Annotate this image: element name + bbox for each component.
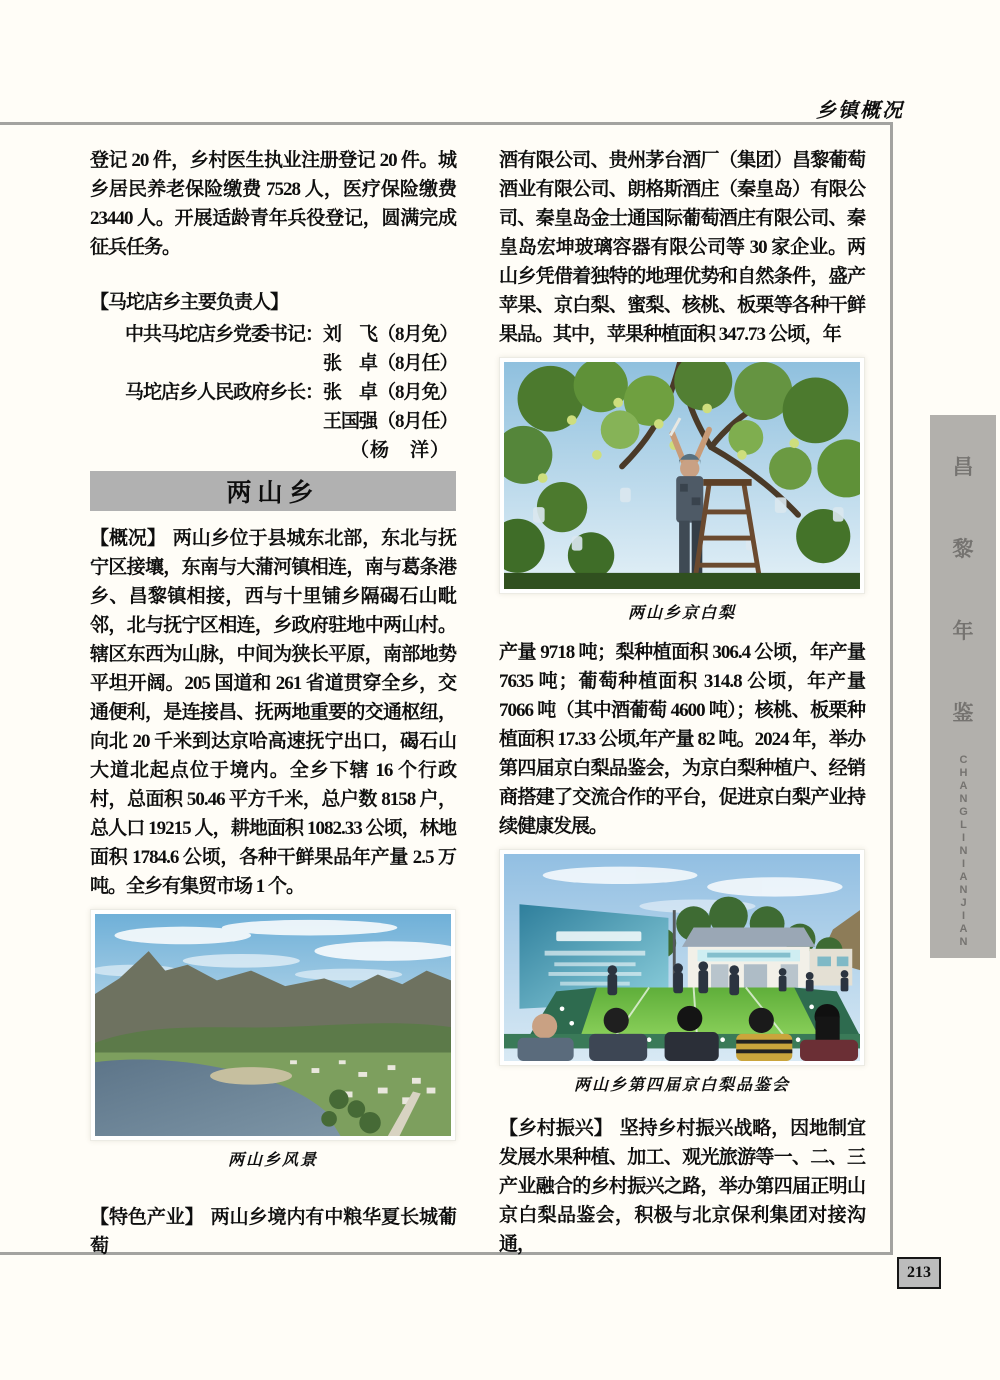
leader-name: 王国强（8月任） (323, 411, 458, 432)
leader-row (90, 349, 456, 378)
sidebar-char: 昌 (952, 455, 974, 479)
leader-role (90, 349, 323, 378)
page-number: 213 (897, 1257, 941, 1289)
leader-name: 张 卓（8月免） (323, 382, 458, 403)
leader-role: 马坨店乡人民政府乡长： (124, 382, 323, 403)
paragraph-revitalization (499, 1114, 865, 1259)
photo-pear-tasting-event (499, 849, 865, 1066)
industry-label: 【特色产业】 (90, 1207, 204, 1229)
right-rule (890, 122, 893, 1255)
paragraph-production: 产量 9718 吨；梨种植面积 306.4 公顷，年产量 7635 吨；葡萄种植面积 314.8 公顷，年产量 7066 吨（其中酒葡萄 4600 吨）；核桃、板栗种植面积 17.33 公顷,年产量 82 吨。2024 年，举办第四届京白梨品鉴会，为京白梨种植户、经销商搭建了交流合作的平台，促进京白梨产业持续健康发展。 (499, 642, 865, 838)
sidebar-char: 年 (952, 619, 974, 643)
photographer-credit: （杨 洋） (349, 440, 450, 461)
photo2-caption: 两山乡京白梨 (627, 605, 736, 623)
leader-row (90, 320, 456, 349)
industry-text: 两山乡境内有中粮华夏长城葡萄 (90, 1207, 456, 1258)
sidebar-char: 黎 (952, 537, 974, 561)
ladder-top (703, 479, 751, 486)
section-title-liangshan: 两山乡 (90, 471, 456, 511)
sidebar-char: 鉴 (952, 701, 974, 725)
sidebar-romanization: CHANGLINIANJIAN (957, 754, 970, 949)
photo-pear-picking (499, 357, 865, 594)
sand-bar (210, 1067, 292, 1085)
ground (504, 573, 860, 589)
top-rule (0, 122, 893, 125)
yearbook-sidebar (930, 415, 996, 958)
revitalization-label: 【乡村振兴】 (499, 1118, 613, 1140)
leader-row (90, 378, 456, 407)
leader-role (90, 407, 323, 436)
running-head: 乡镇概况 (816, 100, 904, 122)
leader-row (90, 407, 456, 436)
paragraph-companies: 酒有限公司、贵州茅台酒厂（集团）昌黎葡萄酒业有限公司、朗格斯酒庄（秦皇岛）有限公司、秦皇岛金士通国际葡萄酒庄有限公司、秦皇岛宏坤玻璃容器有限公司等 30 家企业。两山乡凭借着独特的地理优势和自然条件，盛产苹果、京白梨、蜜梨、核桃、板栗等各种干鲜果品。其中，苹果种植面积 347.73 公顷，年 (499, 150, 865, 345)
leader-name: 张 卓（8月任） (323, 353, 458, 374)
pear-orchard-illustration (504, 362, 860, 589)
event-photo-illustration (504, 854, 860, 1061)
photo3-caption: 两山乡第四届京白梨品鉴会 (573, 1077, 790, 1095)
paragraph-industry (90, 1203, 456, 1261)
photo1-caption: 两山乡风景 (227, 1152, 318, 1170)
overview-text: 两山乡位于县城东北部，东北与抚宁区接壤，东南与大蒲河镇相连，南与葛条港乡、昌黎镇相接，西与十里铺乡隔碣石山毗邻，北与抚宁区相连，乡政府驻地中两山村。辖区东西为山脉，中间为狭长平原，南部地势平坦开阔。205 国道和 261 省道贯穿全乡，交通便利，是连接昌、抚两地重要的交通枢纽，向北 20 千米到达京哈高速抚宁出口，碣石山大道北起点位于境内。全乡下辖 16 个行政村，总面积 50.46 平方千米，总户数 8158 户，总人口 19215 人，耕地面积 1082.33 公顷，林地面积 1784.6 公顷，各种干鲜果品年产量 2.5 万吨。全乡有集贸市场 1 个。 (90, 528, 456, 897)
leaders-list (90, 320, 456, 465)
left-column (90, 146, 456, 1261)
overview-label: 【概况】 (90, 528, 166, 549)
paragraph-overview (90, 524, 456, 901)
leader-name: 刘 飞（8月免） (323, 324, 458, 345)
photo-liangshan-scenery (90, 909, 456, 1141)
right-column (499, 146, 865, 1259)
scenery-photo-illustration (95, 914, 451, 1136)
paragraph-registrations: 登记 20 件，乡村医生执业注册登记 20 件。城乡居民养老保险缴费 7528 人，医疗保险缴费 23440 人。开展适龄青年兵役登记，圆满完成征兵任务。 (90, 150, 456, 258)
revitalization-text: 坚持乡村振兴战略，因地制宜发展水果种植、加工、观光旅游等一、二、三产业融合的乡村振兴之路，举办第四届正明山京白梨品鉴会，积极与北京保利集团对接沟通， (499, 1118, 865, 1256)
leaders-heading: 【马坨店乡主要负责人】 (90, 292, 289, 313)
leader-role: 中共马坨店乡党委书记： (124, 324, 323, 345)
